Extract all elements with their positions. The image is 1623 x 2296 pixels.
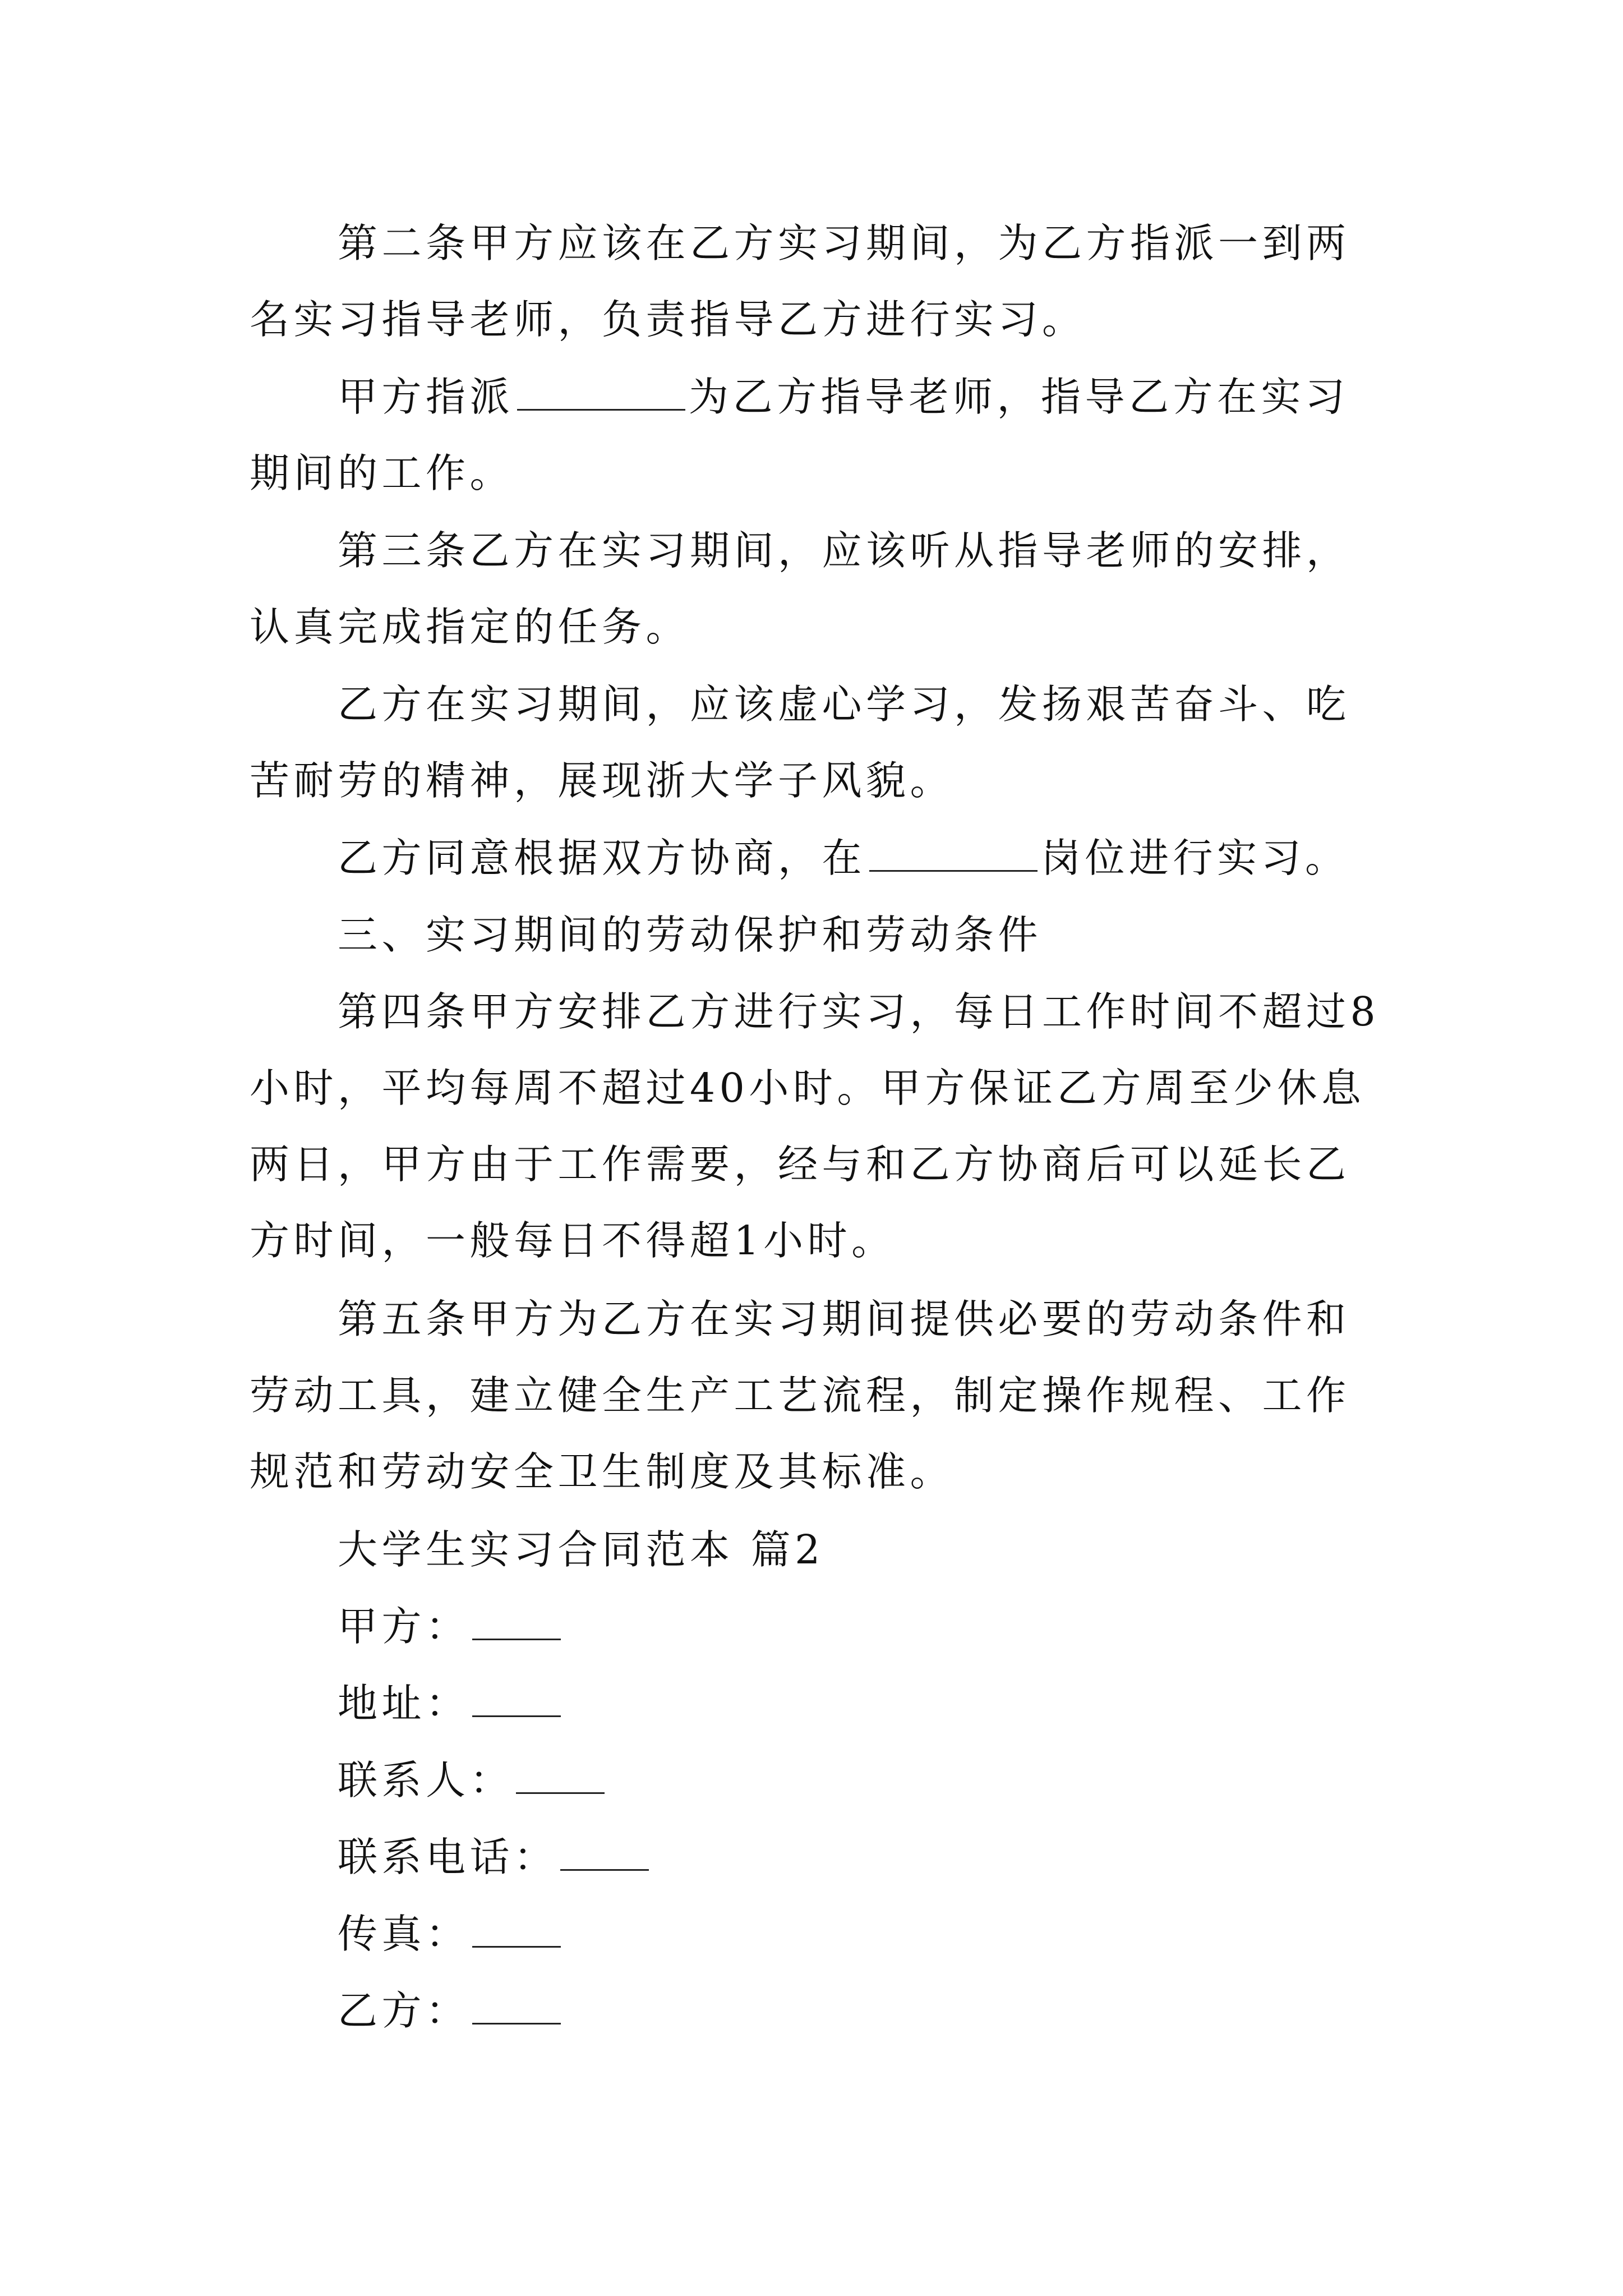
contact-label: 联系人：	[338, 1757, 514, 1803]
article-3-paragraph-3	[250, 820, 1382, 896]
article-2-paragraph-1: 第二条甲方应该在乙方实习期间，为乙方指派一到两名实习指导老师，负责指导乙方进行实习。	[250, 220, 1350, 343]
phone-field	[338, 1819, 649, 1895]
article-3-paragraph-2: 乙方在实习期间，应该虚心学习，发扬艰苦奋斗、吃苦耐劳的精神，展现浙大学子风貌。	[250, 681, 1350, 804]
article-3-position-rest: 岗位进行实习。	[1041, 835, 1349, 881]
phone-label: 联系电话：	[338, 1834, 558, 1880]
contact-blank	[516, 1757, 605, 1794]
article-2-assign-rest: 为乙方指导老师，指导乙方在实习期间的工作。	[250, 374, 1349, 496]
advisor-name-blank	[517, 374, 685, 411]
contact-field	[338, 1742, 605, 1819]
article-3-position-text: 乙方同意根据双方协商，在	[338, 835, 866, 881]
party-a-field	[338, 1589, 561, 1665]
party-b-field	[338, 1973, 561, 2049]
address-blank	[472, 1681, 561, 1717]
article-2-paragraph-2	[250, 359, 1382, 512]
fax-field	[338, 1896, 561, 1972]
party-a-blank	[472, 1604, 561, 1640]
phone-blank	[560, 1834, 649, 1871]
party-a-label: 甲方：	[338, 1603, 470, 1650]
address-label: 地址：	[338, 1680, 470, 1727]
section-3-heading: 三、实习期间的劳动保护和劳动条件	[338, 912, 1043, 958]
article-3-paragraph-1: 第三条乙方在实习期间，应该听从指导老师的安排，认真完成指定的任务。	[250, 527, 1350, 650]
party-b-blank	[472, 1988, 561, 2024]
fax-blank	[472, 1911, 561, 1948]
fax-label: 传真：	[338, 1911, 470, 1957]
article-5-paragraph: 第五条甲方为乙方在实习期间提供必要的劳动条件和劳动工具，建立健全生产工艺流程，制定操作规程、工作规范和劳动安全卫生制度及其标准。	[250, 1296, 1350, 1495]
article-2-assign-text: 甲方指派	[338, 374, 514, 420]
address-field	[338, 1665, 561, 1742]
article-4-paragraph: 第四条甲方安排乙方进行实习，每日工作时间不超过8小时，平均每周不超过40小时。甲方保证乙方周至少休息两日，甲方由于工作需要，经与和乙方协商后可以延长乙方时间，一般每日不得超1小时。	[250, 988, 1380, 1264]
position-blank	[869, 835, 1038, 872]
part-2-title: 大学生实习合同范本 篇2	[338, 1526, 824, 1573]
party-b-label: 乙方：	[338, 1987, 470, 2034]
